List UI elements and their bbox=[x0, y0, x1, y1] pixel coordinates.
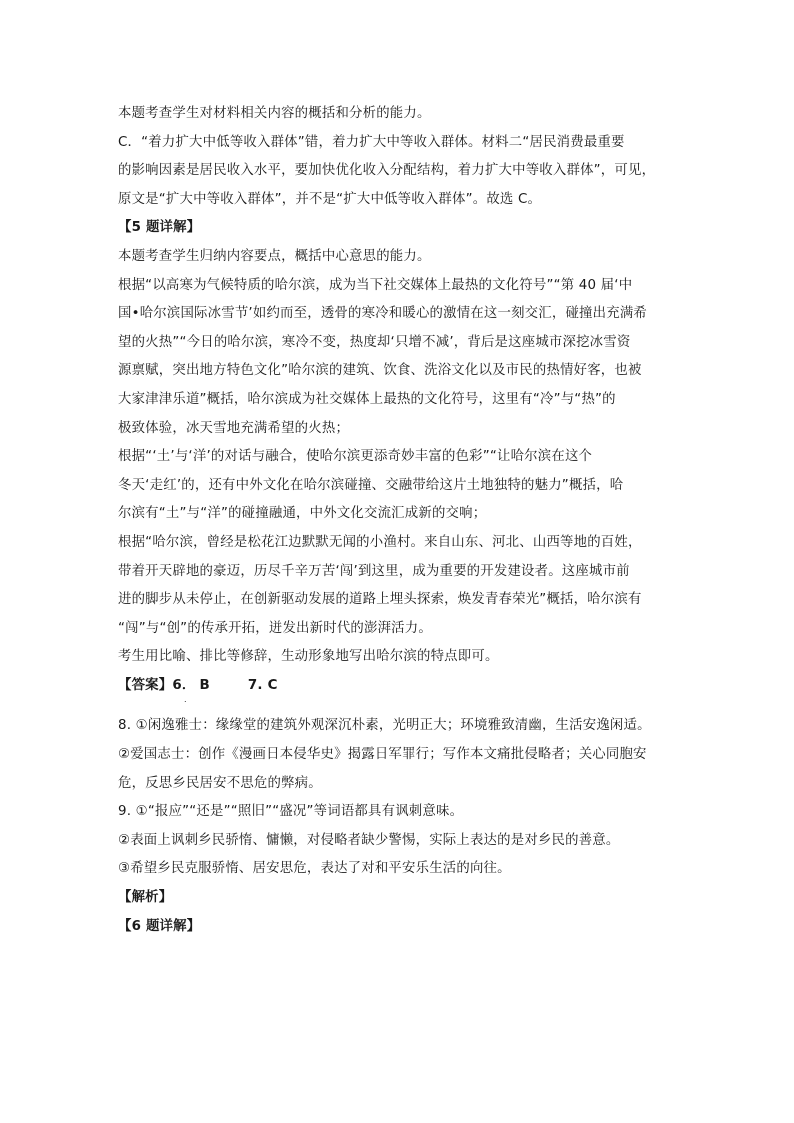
text-line: 进的脚步从未停止，在创新驱动发展的道路上埋头探索，焕发青春荣光”概括，哈尔滨有 bbox=[118, 592, 642, 608]
text-line: 危，反思乡民居安不思危的弊病。 bbox=[118, 775, 322, 791]
text-line: 根据“哈尔滨，曾经是松花江边默默无闻的小渔村。来自山东、河北、山西等地的百姓， bbox=[118, 534, 642, 550]
spacer bbox=[118, 700, 678, 712]
answer-label: 【答案】6． bbox=[118, 677, 196, 693]
document-body bbox=[118, 100, 678, 941]
answer-q7: 7. C bbox=[247, 677, 278, 693]
text-line: 冬天‘走红’的，还有中外文化在哈尔滨碰撞、交融带给这片土地独特的魅力”概括，哈 bbox=[118, 477, 624, 493]
text-line: 本题考查学生归纳内容要点，概括中心意思的能力。 bbox=[118, 248, 431, 264]
stray-dot: . bbox=[184, 694, 187, 704]
text-line: ②爱国志士：创作《漫画日本侵华史》揭露日军罪行；写作本文痛批侵略者；关心同胞安 bbox=[118, 747, 647, 763]
text-line: 根据“以高寒为气候特质的哈尔滨，成为当下社交媒体上最热的文化符号”“第 40 届‘中 bbox=[118, 277, 633, 293]
text-line: C．“着力扩大中低等收入群体”错，着力扩大中等收入群体。材料二“居民消费最重要 bbox=[118, 134, 625, 150]
section-heading-q6: 【6 题详解】 bbox=[118, 918, 201, 934]
text-line: 国•哈尔滨国际冰雪节’如约而至，透骨的寒冷和暖心的激情在这一刻交汇，碰撞出充满希 bbox=[118, 306, 647, 322]
text-line: 的影响因素是居民收入水平，要加快优化收入分配结构，着力扩大中等收入群体”，可见， bbox=[118, 163, 656, 179]
text-line: 8. ①闲逸雅士：缘缘堂的建筑外观深沉朴素，光明正大；环境雅致清幽，生活安逸闲适。 bbox=[118, 718, 651, 734]
text-line: 大家津津乐道”概括，哈尔滨成为社交媒体上最热的文化符号，这里有“冷”与“热”的 bbox=[118, 391, 616, 407]
text-line: “闯”与“创”的传承开拓，迸发出新时代的澎湃活力。 bbox=[118, 620, 432, 636]
answer-q6: B bbox=[199, 677, 210, 693]
text-line: 极致体验，冰天雪地充满希望的火热； bbox=[118, 420, 350, 436]
section-heading-q5: 【5 题详解】 bbox=[118, 220, 201, 236]
text-line: 源禀赋，突出地方特色文化”哈尔滨的建筑、饮食、洗浴文化以及市民的热情好客，也被 bbox=[118, 363, 642, 379]
text-line: 考生用比喻、排比等修辞，生动形象地写出哈尔滨的特点即可。 bbox=[118, 649, 499, 665]
text-line: ②表面上讽刺乡民骄惰、慵懒，对侵略者缺少警惕，实际上表达的是对乡民的善意。 bbox=[118, 832, 620, 848]
text-line: ③希望乡民克服骄惰、居安思危，表达了对和平安乐生活的向往。 bbox=[118, 861, 511, 877]
text-line: 9. ①“报应”“还是”“照旧”“盛况”等词语都具有讽刺意味。 bbox=[118, 804, 464, 820]
answer-line bbox=[118, 672, 678, 704]
section-heading-analysis: 【解析】 bbox=[118, 890, 173, 906]
text-line: 尔滨有“土”与“洋”的碰撞融通，中外文化交流汇成新的交响； bbox=[118, 506, 487, 522]
text-line: 望的火热”“今日的哈尔滨，寒冷不变，热度却‘只增不减’，背后是这座城市深挖冰雪资 bbox=[118, 334, 631, 350]
text-line: 本题考查学生对材料相关内容的概括和分析的能力。 bbox=[118, 106, 431, 121]
text-line: 根据“‘土’与‘洋’的对话与融合，使哈尔滨更添奇妙丰富的色彩”“让哈尔滨在这个 bbox=[118, 449, 593, 465]
text-line: 带着开天辟地的豪迈，历尽千辛万苦‘闯’到这里，成为重要的开发建设者。这座城市前 bbox=[118, 563, 630, 579]
text-line: 原文是“扩大中等收入群体”，并不是“扩大中低等收入群体”。故选 C。 bbox=[118, 191, 542, 207]
